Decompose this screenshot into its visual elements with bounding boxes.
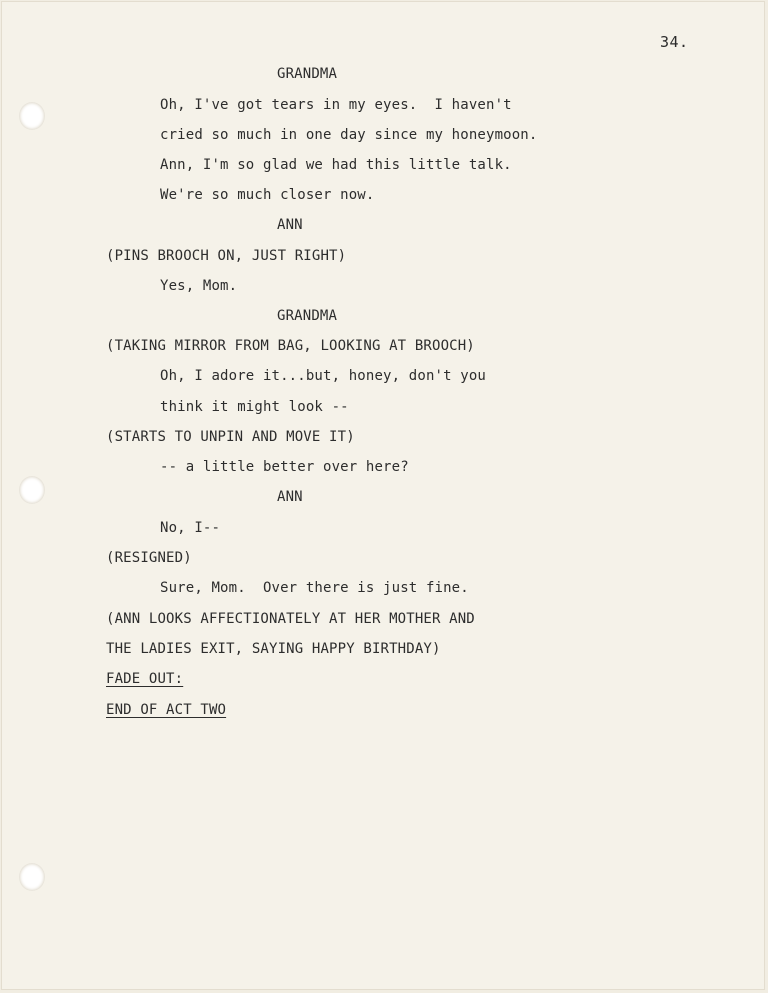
dialogue-line: Oh, I've got tears in my eyes. I haven't xyxy=(160,97,512,113)
script-page xyxy=(2,2,764,989)
character-cue: GRANDMA xyxy=(277,308,338,324)
dialogue-line: Sure, Mom. Over there is just fine. xyxy=(160,580,469,596)
stage-direction: (PINS BROOCH ON, JUST RIGHT) xyxy=(106,248,347,264)
punch-hole-bottom xyxy=(19,863,45,891)
character-cue: ANN xyxy=(277,489,303,505)
dialogue-line: Oh, I adore it...but, honey, don't you xyxy=(160,368,486,384)
dialogue-line: No, I-- xyxy=(160,520,221,536)
dialogue-line: We're so much closer now. xyxy=(160,187,375,203)
dialogue-line: Yes, Mom. xyxy=(160,278,238,294)
punch-hole-middle xyxy=(19,476,45,504)
stage-direction: (ANN LOOKS AFFECTIONATELY AT HER MOTHER AND xyxy=(106,611,475,627)
dialogue-line: cried so much in one day since my honeymoon. xyxy=(160,127,538,143)
dialogue-line: think it might look -- xyxy=(160,399,349,415)
dialogue-line: Ann, I'm so glad we had this little talk. xyxy=(160,157,512,173)
punch-hole-top xyxy=(19,102,45,130)
stage-direction: (STARTS TO UNPIN AND MOVE IT) xyxy=(106,429,355,445)
dialogue-line: -- a little better over here? xyxy=(160,459,409,475)
stage-direction: (TAKING MIRROR FROM BAG, LOOKING AT BROOCH) xyxy=(106,338,475,354)
character-cue: ANN xyxy=(277,217,303,233)
stage-direction: (RESIGNED) xyxy=(106,550,192,566)
transition-fade-out: FADE OUT: xyxy=(106,671,184,687)
transition-end-of-act: END OF ACT TWO xyxy=(106,702,227,718)
character-cue: GRANDMA xyxy=(277,66,338,82)
stage-direction: THE LADIES EXIT, SAYING HAPPY BIRTHDAY) xyxy=(106,641,441,657)
page-number: 34. xyxy=(660,33,689,51)
